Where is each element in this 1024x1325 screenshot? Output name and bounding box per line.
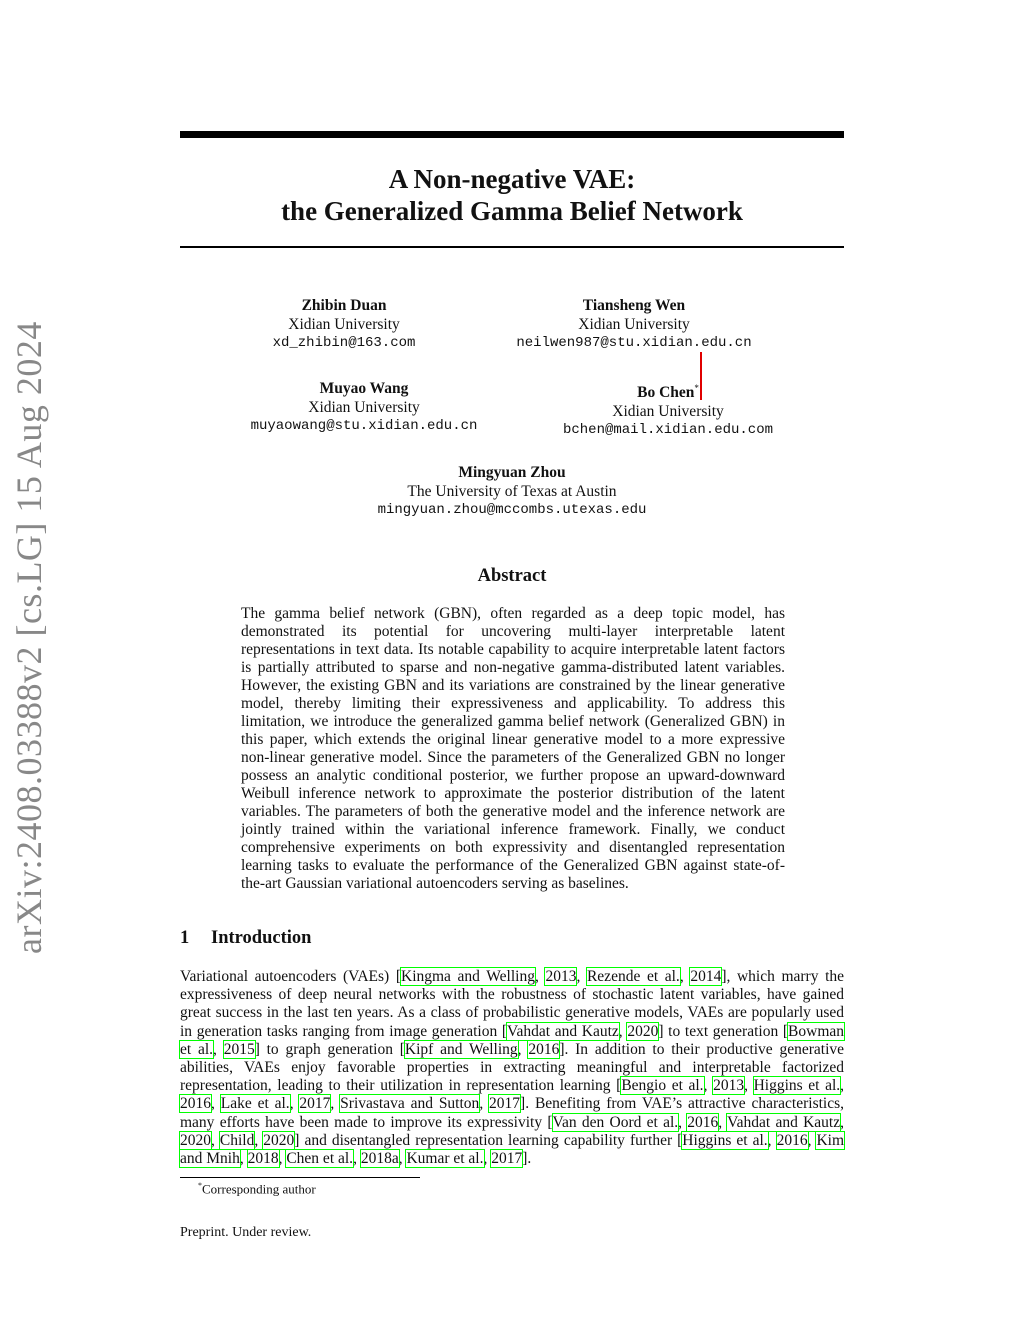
author-name: Mingyuan Zhou [458,464,566,481]
author-email: bchen@mail.xidian.edu.com [562,422,774,439]
text-cursor-marker [700,352,702,400]
intro-text: ] and disentangled representation learning capability further [ [294,1131,683,1149]
author-name [538,379,798,402]
citation-link[interactable]: Bowman et al. [180,1022,844,1058]
intro-text: , [479,1095,490,1113]
citation-link[interactable]: Kipf and Welling [404,1040,518,1058]
author-affiliation: Xidian University [288,316,400,333]
intro-text: , [618,1022,628,1040]
author-name-text: Bo Chen [637,384,695,402]
citation-link[interactable]: Vahdat and Kautz [507,1022,619,1040]
intro-text: ] to text generation [ [658,1022,789,1040]
intro-text: , [239,1150,248,1168]
citation-link[interactable]: Higgins et al. [682,1131,768,1149]
intro-text: , [718,1113,728,1131]
citation-link[interactable]: Srivastava and Sutton [340,1095,480,1113]
citation-link[interactable]: 2016 [687,1113,719,1131]
author-email: neilwen987@stu.xidian.edu.cn [516,335,752,351]
title-bottom-rule [180,246,844,248]
section-heading [180,928,311,949]
citation-link[interactable]: Kingma and Welling [401,968,535,985]
citation-link[interactable]: 2017 [299,1095,331,1113]
citation-link[interactable]: Vahdat and Kautz [727,1113,841,1131]
citation-link[interactable]: 2020 [180,1131,211,1149]
intro-text: , [744,1077,754,1095]
author-block [538,379,798,440]
author-email: xd_zhibin@163.com [272,335,416,351]
intro-text: , [398,1150,407,1168]
intro-text: , [278,1150,287,1168]
citation-link[interactable]: 2016 [776,1131,808,1149]
citation-link[interactable]: Bengio et al. [621,1077,704,1095]
author-affiliation: Xidian University [578,316,690,333]
citation-link[interactable]: Van den Oord et al. [552,1113,679,1131]
intro-text: , [289,1095,300,1113]
citation-link[interactable]: Kim and Mnih [180,1131,845,1168]
citation-link[interactable]: 2018 [247,1150,279,1168]
citation-link[interactable]: 2017 [489,1095,521,1113]
author-block [244,296,444,353]
title-line-1: A Non-negative VAE: [388,164,636,194]
footnote [198,1181,316,1197]
intro-text: ]. Benefiting from VAE’s attractive characteristics, many efforts have been made to improve its expressivity [ [180,1095,845,1131]
citation-link[interactable]: Kumar et al. [406,1150,484,1168]
citation-link[interactable]: 2020 [263,1131,295,1149]
citation-link[interactable]: Lake et al. [220,1095,290,1113]
intro-text: , [767,1131,777,1149]
citation-link[interactable]: Rezende et al. [586,968,680,985]
abstract-body: The gamma belief network (GBN), often regarded as a deep topic model, has demonstrated its potential for uncovering multi-layer interpretable latent representations in text data. Its notable capability to acquire interpretable latent factors is partially attributed to sparse and non-negative gamma-distributed latent variables. However, the existing GBN and its variations are constrained by the linear generative model, thereby limiting their expressiveness and applicability. To address this limitation, we introduce the generalized gamma belief network (Generalized GBN) in this paper, which extends the original linear generative model to a more expressive non-linear generative model. Since the parameters of the Generalized GBN no longer possess an analytic conditional posterior, we further propose an upward-downward Weibull inference network to approximate the posterior distribution of the latent variables. The parameters of both the generative model and the inference network are jointly trained within the variational inference framework. Finally, we conduct comprehensive experiments on both expressivity and disentangled representation learning tasks to evaluate the performance of the Generalized GBN against state-of-the-art Gaussian variational autoencoders serving as baselines. [241,605,785,892]
citation-link[interactable]: 2013 [545,968,577,985]
author-affiliation: The University of Texas at Austin [407,483,617,500]
citation-link[interactable]: 2017 [491,1150,523,1168]
paper-title [180,163,844,227]
intro-text: , [703,1077,714,1095]
citation-link[interactable]: 2013 [713,1077,745,1095]
intro-text: , [534,968,546,985]
intro-text: ] to graph generation [ [254,1040,405,1058]
title-line-2: the Generalized Gamma Belief Network [281,196,743,226]
intro-text: , [840,1113,844,1131]
intro-text: , [213,1040,224,1058]
intro-text: Variational autoencoders (VAEs) [ [180,968,401,985]
title-top-rule [180,131,844,138]
intro-text: , [211,1095,221,1113]
intro-text: ]. In addition to their productive generative abilities, VAEs enjoy favorable properties in extracting meaningful and interpretable factorized representation, leading to their utilization in representation learning [ [180,1040,845,1095]
citation-link[interactable]: 2018a [360,1150,399,1168]
introduction-paragraph [180,968,844,1168]
intro-text: ]. [522,1150,532,1168]
section-number: 1 [180,928,190,948]
citation-link[interactable]: 2014 [690,968,722,985]
abstract-heading: Abstract [477,566,547,586]
intro-text: , [353,1150,361,1168]
author-email: muyaowang@stu.xidian.edu.cn [250,418,478,434]
author-affiliation: Xidian University [308,399,420,416]
author-block [494,296,774,353]
author-block [342,463,682,520]
preprint-note: Preprint. Under review. [180,1225,312,1240]
intro-text: ], which marry the expressiveness of deep neural networks with the robustness of stochastic latent variables, have gained great success in the last ten years. As a class of probabilistic generative models, VAEs are popularly used in generation tasks ranging from image generation [ [180,968,845,1040]
intro-text: , [330,1095,341,1113]
intro-text: , [840,1077,845,1095]
author-name: Tiansheng Wen [582,297,686,314]
intro-text: , [517,1040,529,1058]
author-name: Muyao Wang [319,380,409,397]
author-email: mingyuan.zhou@mccombs.utexas.edu [377,502,647,518]
intro-text: , [679,968,691,985]
citation-link[interactable]: 2016 [180,1095,211,1113]
citation-link[interactable]: 2020 [627,1022,659,1040]
intro-text: , [254,1131,264,1149]
author-name: Zhibin Duan [301,297,387,314]
citation-link[interactable]: Higgins et al. [753,1077,841,1095]
intro-text: , [807,1131,817,1149]
section-title: Introduction [211,928,312,948]
footnote-text: Corresponding author [202,1181,316,1197]
intro-text: , [678,1113,688,1131]
citation-link[interactable]: Child [219,1131,255,1149]
footnote-mark: * [198,1181,202,1190]
intro-text: , [576,968,587,985]
arxiv-identifier: arXiv:2408.03388v2 [cs.LG] 15 Aug 2024 [9,321,49,954]
intro-text: , [483,1150,492,1168]
author-block [234,379,494,436]
citation-link[interactable]: 2015 [223,1040,255,1058]
citation-link[interactable]: 2016 [528,1040,560,1058]
author-affiliation: Xidian University [612,403,724,421]
citation-link[interactable]: Chen et al. [286,1150,354,1168]
footnote-rule [180,1177,420,1178]
corresponding-author-mark: * [694,383,699,393]
intro-text: , [211,1131,220,1149]
